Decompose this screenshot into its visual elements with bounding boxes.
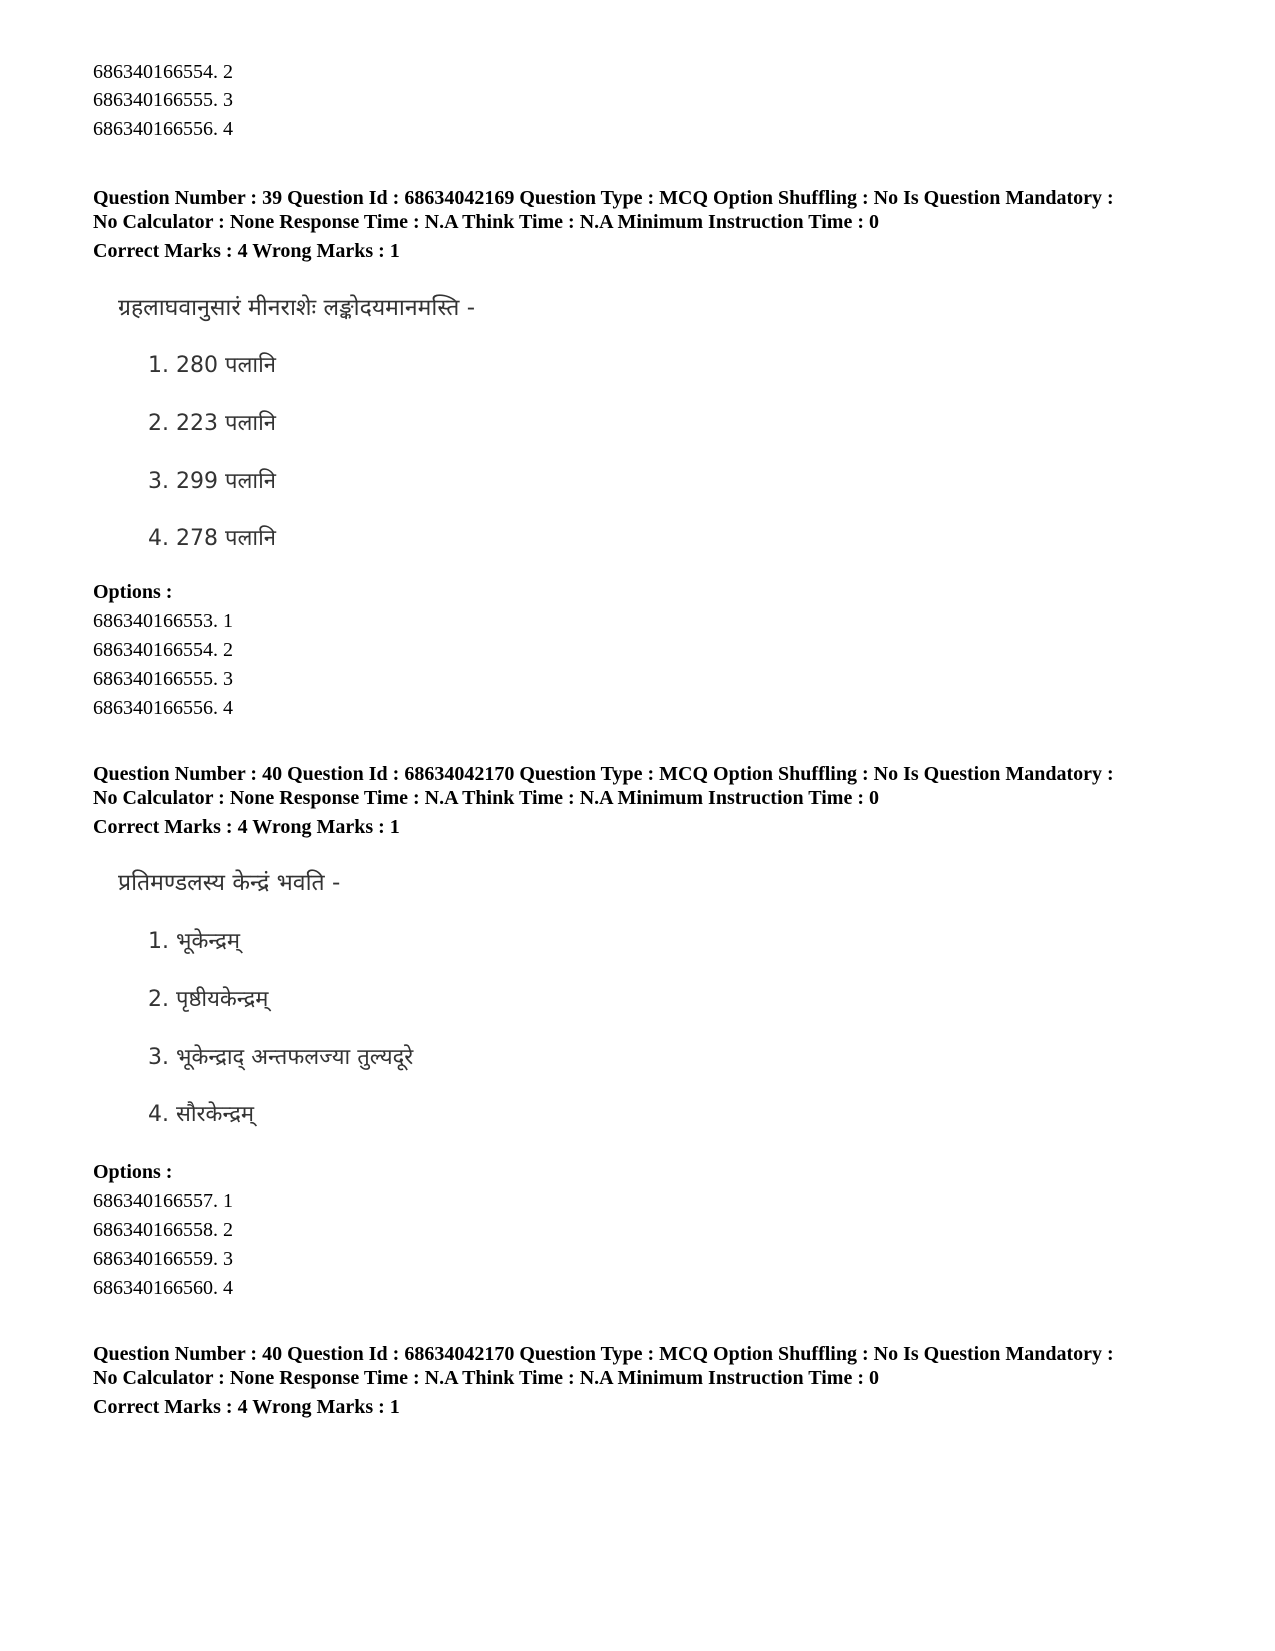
q40-option-line: 686340166558. 2 (93, 1219, 233, 1241)
q40-repeat-marks: Correct Marks : 4 Wrong Marks : 1 (93, 1396, 400, 1418)
q39-header-line2: No Calculator : None Response Time : N.A Think Time : N.A Minimum Instruction Time : 0 (93, 211, 879, 233)
q40-choice-4: 4. सौरकेन्द्रम् (148, 1102, 255, 1127)
q39-options-label: Options : (93, 581, 173, 603)
q40-header-line1: Question Number : 40 Question Id : 68634042170 Question Type : MCQ Option Shuffling : No Is Question Mandatory : (93, 763, 1114, 785)
q40-repeat-header-line1: Question Number : 40 Question Id : 68634042170 Question Type : MCQ Option Shuffling : No Is Question Mandatory : (93, 1343, 1114, 1365)
q39-marks: Correct Marks : 4 Wrong Marks : 1 (93, 240, 400, 262)
q40-choice-3: 3. भूकेन्द्राद् अन्तफलज्या तुल्यदूरे (148, 1045, 414, 1070)
q40-choice-1: 1. भूकेन्द्रम् (148, 929, 240, 954)
q39-choice-1: 1. 280 पलानि (148, 353, 276, 378)
q40-header-line2: No Calculator : None Response Time : N.A Think Time : N.A Minimum Instruction Time : 0 (93, 787, 879, 809)
q39-option-line: 686340166555. 3 (93, 668, 233, 690)
q39-option-line: 686340166553. 1 (93, 610, 233, 632)
q40-option-line: 686340166560. 4 (93, 1277, 233, 1299)
q39-choice-3: 3. 299 पलानि (148, 469, 276, 494)
top-option-line: 686340166555. 3 (93, 89, 233, 111)
top-option-line: 686340166554. 2 (93, 61, 233, 83)
q39-question-text: ग्रहलाघवानुसारं मीनराशेः लङ्कोदयमानमस्ति - (118, 295, 476, 321)
q39-header-line1: Question Number : 39 Question Id : 68634042169 Question Type : MCQ Option Shuffling : No Is Question Mandatory : (93, 187, 1114, 209)
q40-option-line: 686340166559. 3 (93, 1248, 233, 1270)
q39-choice-4: 4. 278 पलानि (148, 526, 276, 551)
q40-question-text: प्रतिमण्डलस्य केन्द्रं भवति - (118, 870, 341, 896)
q40-marks: Correct Marks : 4 Wrong Marks : 1 (93, 816, 400, 838)
q39-choice-2: 2. 223 पलानि (148, 411, 276, 436)
q40-repeat-header-line2: No Calculator : None Response Time : N.A Think Time : N.A Minimum Instruction Time : 0 (93, 1367, 879, 1389)
q40-option-line: 686340166557. 1 (93, 1190, 233, 1212)
q40-options-label: Options : (93, 1161, 173, 1183)
q39-option-line: 686340166556. 4 (93, 697, 233, 719)
q40-choice-2: 2. पृष्ठीयकेन्द्रम् (148, 987, 269, 1012)
q39-option-line: 686340166554. 2 (93, 639, 233, 661)
top-option-line: 686340166556. 4 (93, 118, 233, 140)
